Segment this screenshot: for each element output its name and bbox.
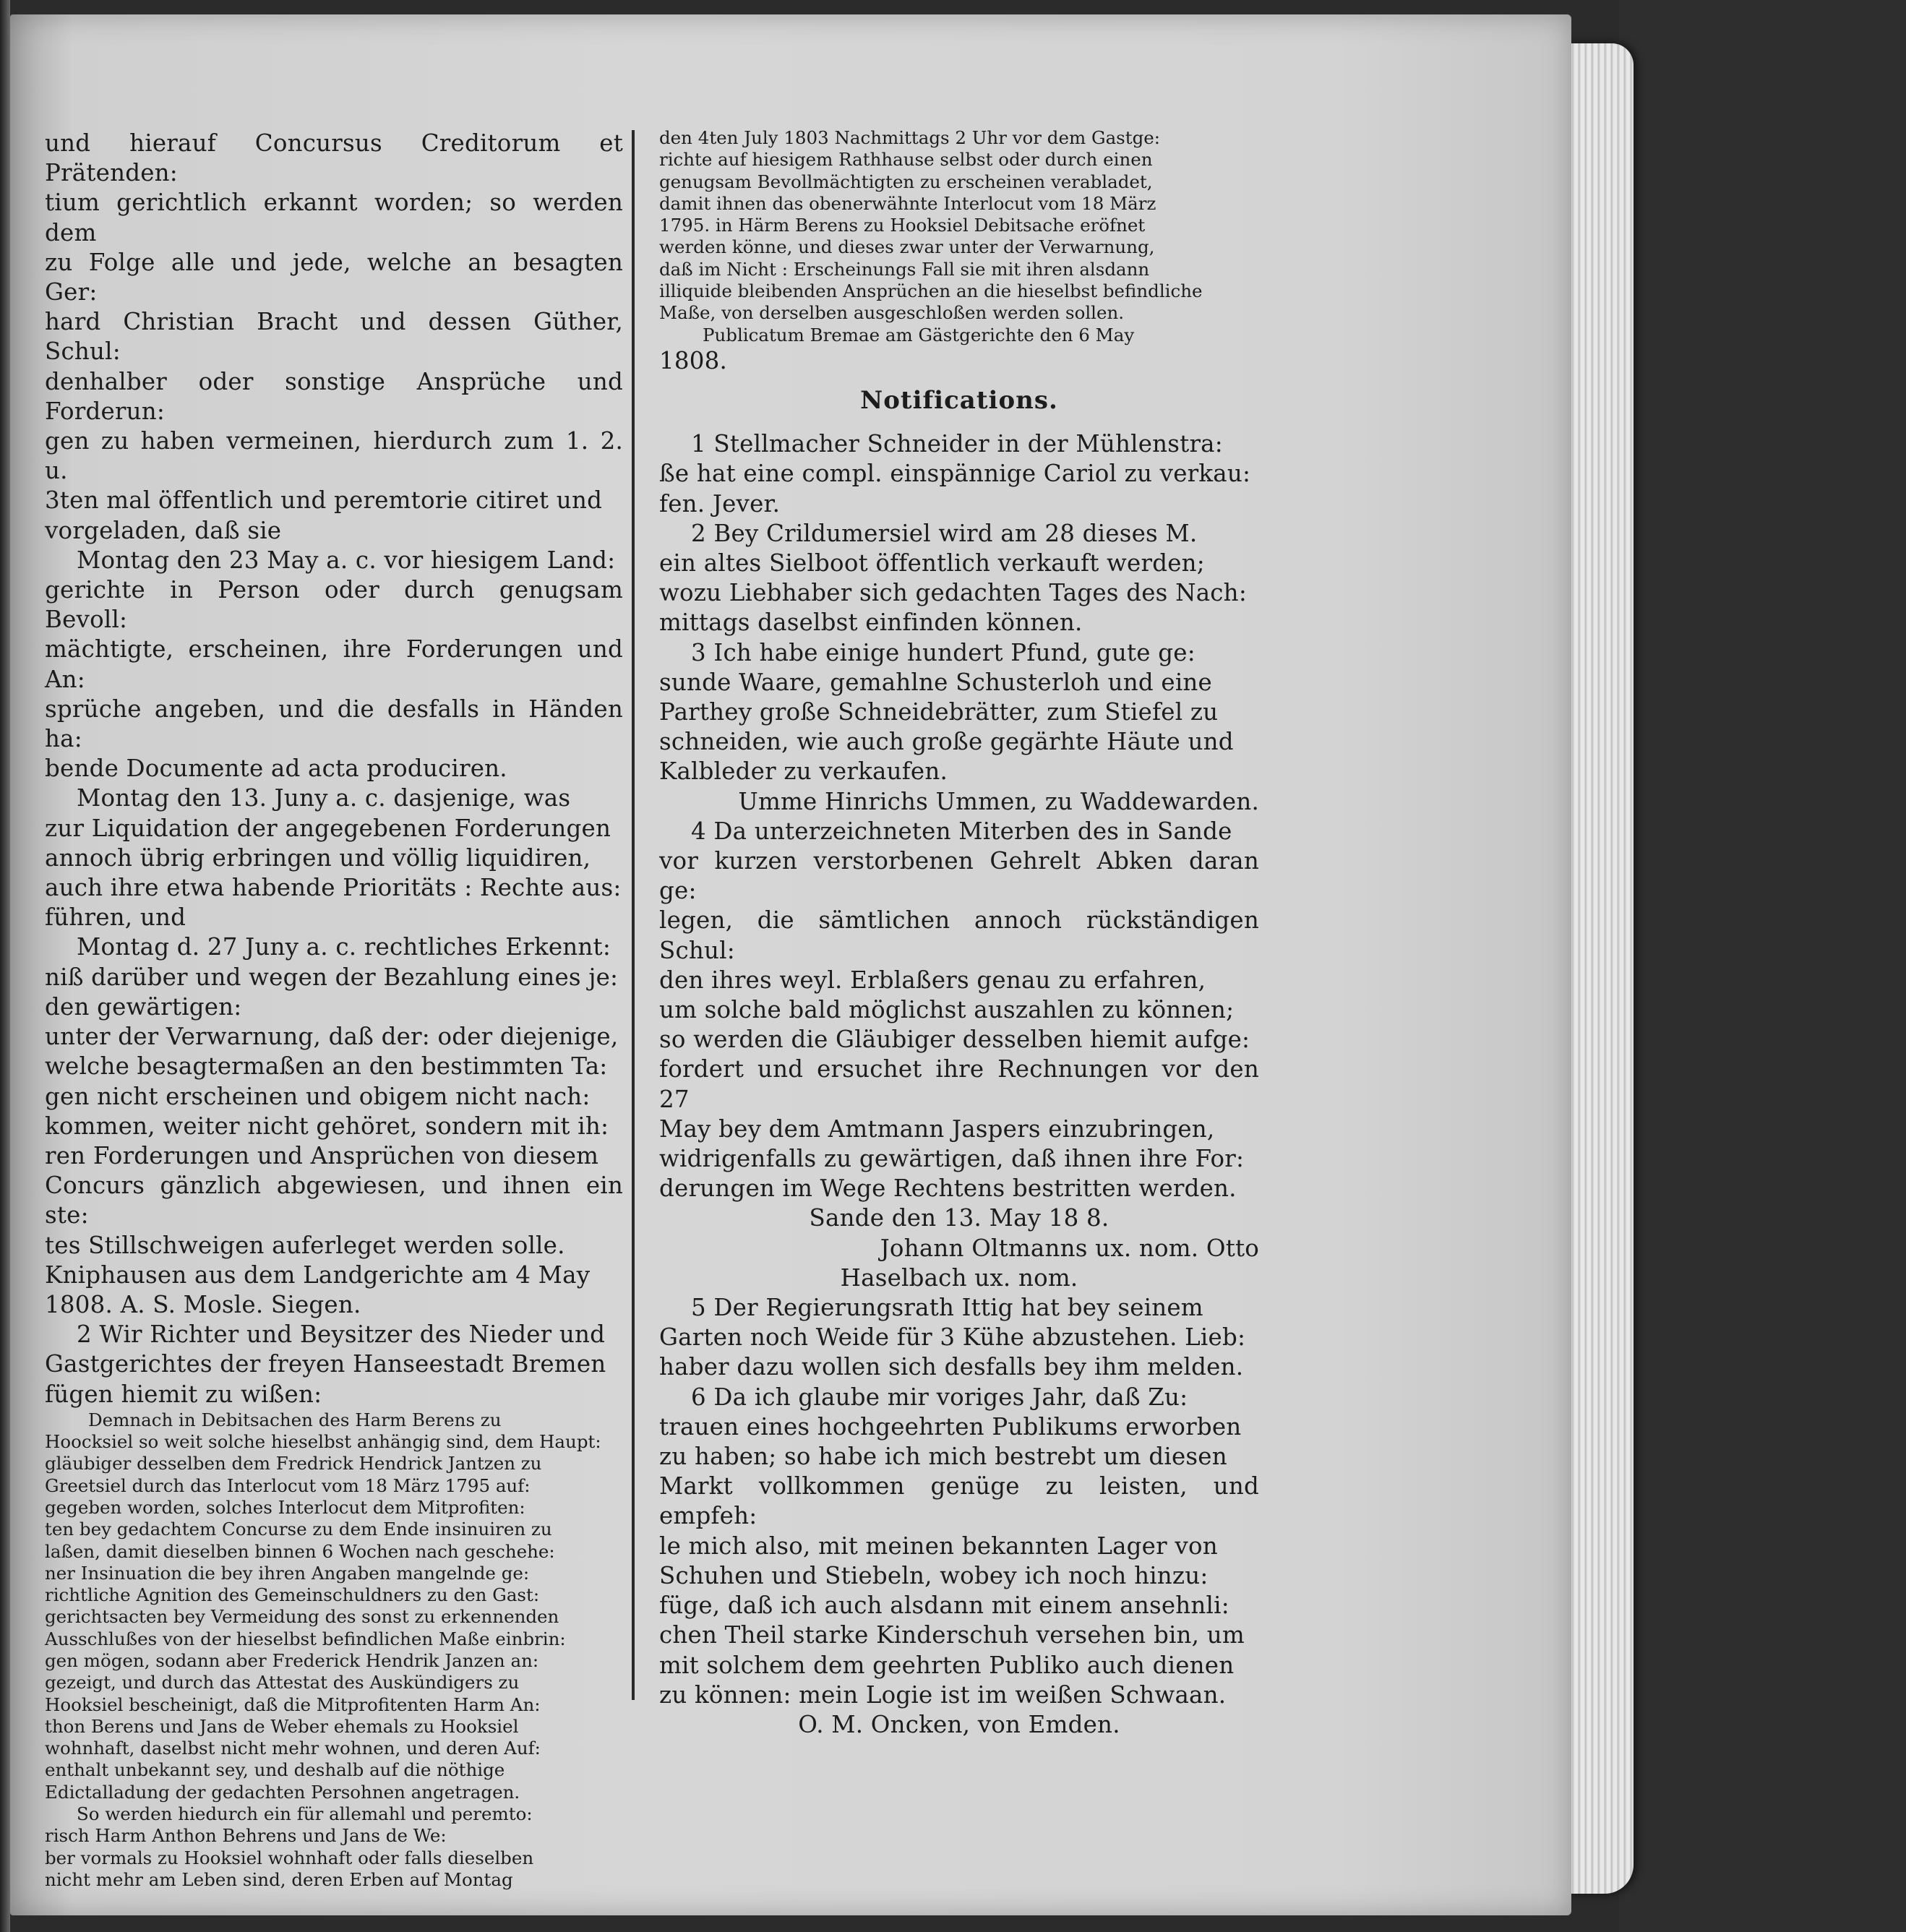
left-column-line: Greetsiel durch das Interlocut vom 18 März 1795 auf: — [45, 1474, 531, 1496]
right-column-line: um solche bald möglichst auszahlen zu können; — [659, 996, 1235, 1024]
left-column-line: vorgeladen, daß sie — [45, 516, 282, 544]
background — [1619, 0, 1906, 1932]
right-column-line: 1808. — [659, 346, 728, 374]
right-column-line: wozu Liebhaber sich gedachten Tages des Nach: — [659, 579, 1247, 607]
left-column-line: welche besagtermaßen an den bestimmten Ta: — [45, 1052, 608, 1081]
left-column-line: ber vormals zu Hooksiel wohnhaft oder falls dieselben — [45, 1847, 534, 1868]
right-column-line: Haselbach ux. nom. — [840, 1263, 1078, 1292]
right-column-line: widrigenfalls zu gewärtigen, daß ihnen ihre For: — [659, 1145, 1245, 1173]
right-column-line: richte auf hiesigem Rathhause selbst oder durch einen — [659, 149, 1153, 171]
right-column-line: werden könne, und dieses zwar unter der Verwarnung, — [659, 236, 1155, 258]
right-column-line: trauen eines hochgeehrten Publikums erworben — [659, 1412, 1242, 1441]
left-column-line: 3ten mal öffentlich und peremtorie citiret und — [45, 486, 603, 515]
right-column-line: fordert und ersuchet ihre Rechnungen vor den 27 — [659, 1055, 1259, 1113]
right-column-line: schneiden, wie auch große gegärhte Häute und — [659, 728, 1234, 756]
left-column-line: enthalt unbekannt sey, und deshalb auf die nöthige — [45, 1759, 505, 1781]
left-column-line: Montag den 13. Juny a. c. dasjenige, was — [77, 784, 571, 812]
left-column-line: zu Folge alle und jede, welche an besagten Ger: — [45, 248, 623, 306]
right-column-line: so werden die Gläubiger desselben hiemit aufge: — [659, 1026, 1250, 1054]
left-column-line: So werden hiedurch ein für allemahl und peremto: — [77, 1803, 533, 1825]
right-column-line: le mich also, mit meinen bekannten Lager von — [659, 1532, 1218, 1560]
left-column-line: kommen, weiter nicht gehöret, sondern mit ih: — [45, 1112, 609, 1140]
left-column-line: risch Harm Anthon Behrens und Jans de We: — [45, 1825, 447, 1847]
left-column-line: und hierauf Concursus Creditorum et Prätenden: — [45, 129, 623, 187]
right-column-line: May bey dem Amtmann Jaspers einzubringen, — [659, 1115, 1215, 1143]
right-column-line: Markt vollkommen genüge zu leisten, und empfeh: — [659, 1472, 1259, 1530]
left-column-line: Concurs gänzlich abgewiesen, und ihnen ein ste: — [45, 1172, 623, 1229]
right-column-line: Kalbleder zu verkaufen. — [659, 757, 948, 786]
right-column-line: den ihres weyl. Erblaßers genau zu erfahren, — [659, 966, 1206, 994]
right-column-line: genugsam Bevollmächtigten zu erscheinen verabladet, — [659, 171, 1153, 192]
left-column-line: niß darüber und wegen der Bezahlung eines je: — [45, 963, 619, 991]
right-column-line: O. M. Oncken, von Emden. — [798, 1710, 1120, 1738]
right-column-line: sunde Waare, gemahlne Schusterloh und eine — [659, 668, 1212, 696]
left-column-line: sprüche angeben, und die desfalls in Händen ha: — [45, 695, 623, 753]
right-column-line: Parthey große Schneidebrätter, zum Stiefel zu — [659, 698, 1219, 726]
right-column — [659, 127, 1259, 1740]
right-column-line: 5 Der Regierungsrath Ittig hat bey seinem — [691, 1294, 1203, 1322]
left-column-line: unter der Verwarnung, daß der: oder diejenige, — [45, 1023, 619, 1051]
right-column-line: Notifications. — [860, 386, 1058, 416]
right-column-line: daß im Nicht : Erscheinungs Fall sie mit ihren alsdann — [659, 258, 1150, 280]
left-column — [45, 129, 623, 1891]
right-column-line: fen. Jever. — [659, 489, 781, 518]
left-column-line: gegeben worden, solches Interlocut dem Mitprofiten: — [45, 1496, 525, 1518]
left-column-line: Demnach in Debitsachen des Harm Berens zu — [88, 1409, 502, 1430]
left-column-line: Edictalladung der gedachten Persohnen angetragen. — [45, 1781, 520, 1803]
left-column-line: Montag den 23 May a. c. vor hiesigem Land: — [77, 546, 616, 574]
right-column-line: 2 Bey Crildumersiel wird am 28 dieses M. — [691, 519, 1198, 547]
left-column-line: gen zu haben vermeinen, hierdurch zum 1. 2. u. — [45, 427, 623, 485]
left-column-line: gerichte in Person oder durch genugsam Bevoll: — [45, 576, 623, 634]
left-column-line: zur Liquidation der angegebenen Forderungen — [45, 814, 611, 842]
left-column-line: Ausschlußes von der hieselbst befindlichen Maße einbrin: — [45, 1628, 566, 1649]
left-column-line: auch ihre etwa habende Prioritäts : Rechte aus: — [45, 874, 622, 902]
left-column-line: Montag d. 27 Juny a. c. rechtliches Erkennt: — [77, 933, 611, 961]
right-column-line: 4 Da unterzeichneten Miterben des in Sande — [691, 817, 1232, 845]
right-column-line: mit solchem dem geehrten Publiko auch dienen — [659, 1651, 1235, 1679]
left-column-line: richtliche Agnition des Gemeinschuldners zu den Gast: — [45, 1584, 540, 1606]
right-column-line: damit ihnen das obenerwähnte Interlocut vom 18 März — [659, 192, 1156, 214]
right-column-line: haber dazu wollen sich desfalls bey ihm melden. — [659, 1353, 1244, 1381]
left-column-line: ren Forderungen und Ansprüchen von diesem — [45, 1141, 599, 1169]
left-column-line: tes Stillschweigen auferleget werden solle. — [45, 1231, 565, 1259]
previous-page-edge — [0, 0, 10, 1932]
left-column-line: den gewärtigen: — [45, 992, 242, 1021]
left-column-line: fügen hiemit zu wißen: — [45, 1380, 322, 1408]
right-column-line: 3 Ich habe einige hundert Pfund, gute ge: — [691, 638, 1195, 666]
left-column-line: nicht mehr am Leben sind, deren Erben auf Montag — [45, 1868, 513, 1890]
right-column-line: Maße, von derselben ausgeschloßen werden sollen. — [659, 302, 1125, 324]
column-rule — [632, 130, 635, 1700]
left-column-line: bende Documente ad acta produciren. — [45, 755, 507, 783]
right-column-line: füge, daß ich auch alsdann mit einem ansehnli: — [659, 1592, 1229, 1620]
left-column-line: Gastgerichtes der freyen Hanseestadt Bremen — [45, 1350, 606, 1378]
left-column-line: laßen, damit dieselben binnen 6 Wochen nach geschehe: — [45, 1540, 555, 1562]
right-column-line: 6 Da ich glaube mir voriges Jahr, daß Zu: — [691, 1383, 1188, 1411]
right-column-line: Umme Hinrichs Ummen, zu Waddewarden. — [738, 787, 1259, 815]
right-column-line: legen, die sämtlichen annoch rückständigen Schul: — [659, 906, 1259, 964]
left-column-line: tium gerichtlich erkannt worden; so werden dem — [45, 189, 623, 246]
right-column-line: zu haben; so habe ich mich bestrebt um diesen — [659, 1443, 1227, 1471]
left-column-line: mächtigte, erscheinen, ihre Forderungen und An: — [45, 635, 623, 693]
left-column-line: ten bey gedachtem Concurse zu dem Ende insinuiren zu — [45, 1519, 552, 1540]
left-column-line: ner Insinuation die bey ihren Angaben mangelnde ge: — [45, 1562, 530, 1584]
right-column-line: mittags daselbst einfinden können. — [659, 609, 1083, 637]
left-column-line: denhalber oder sonstige Ansprüche und Forderun: — [45, 367, 623, 425]
left-column-line: Hooksiel bescheinigt, daß die Mitprofitenten Harm An: — [45, 1693, 541, 1715]
right-column-line: vor kurzen verstorbenen Gehrelt Abken daran ge: — [659, 847, 1259, 905]
right-column-line: illiquide bleibenden Ansprüchen an die hieselbst befindliche — [659, 280, 1203, 302]
right-column-line: Johann Oltmanns ux. nom. Otto — [880, 1234, 1259, 1262]
right-column-line: ße hat eine compl. einspännige Cariol zu verkau: — [659, 460, 1251, 488]
left-column-line: 2 Wir Richter und Beysitzer des Nieder und — [77, 1321, 606, 1349]
left-column-line: Hoocksiel so weit solche hieselbst anhängig sind, dem Haupt: — [45, 1431, 601, 1453]
right-column-line: ein altes Sielboot öffentlich verkauft werden; — [659, 549, 1205, 577]
right-column-line: 1 Stellmacher Schneider in der Mühlenstra: — [691, 430, 1223, 458]
left-column-line: wohnhaft, daselbst nicht mehr wohnen, und deren Auf: — [45, 1738, 541, 1759]
left-column-line: gen mögen, sodann aber Frederick Hendrik Janzen an: — [45, 1650, 539, 1671]
left-column-line: annoch übrig erbringen und völlig liquidiren, — [45, 843, 591, 872]
right-column-line: Publicatum Bremae am Gästgerichte den 6 May — [703, 324, 1135, 345]
left-column-line: thon Berens und Jans de Weber ehemals zu Hooksiel — [45, 1715, 519, 1737]
right-column-line: Sande den 13. May 18 8. — [809, 1204, 1109, 1232]
right-column-line: derungen im Wege Rechtens bestritten werden. — [659, 1175, 1237, 1203]
left-column-line: führen, und — [45, 903, 186, 932]
right-column-line: zu können: mein Logie ist im weißen Schwaan. — [659, 1680, 1227, 1709]
right-column-line: 1795. in Härm Berens zu Hooksiel Debitsache eröfnet — [659, 215, 1146, 236]
left-column-line: hard Christian Bracht und dessen Güther, Schul: — [45, 308, 623, 366]
right-column-line: chen Theil starke Kinderschuh versehen bin, um — [659, 1621, 1245, 1649]
right-column-line: den 4ten July 1803 Nachmittags 2 Uhr vor dem Gastge: — [659, 127, 1161, 148]
right-column-line: Garten noch Weide für 3 Kühe abzustehen. Lieb: — [659, 1323, 1246, 1352]
left-column-line: 1808. A. S. Mosle. Siegen. — [45, 1290, 361, 1318]
left-column-line: gen nicht erscheinen und obigem nicht nach: — [45, 1082, 591, 1110]
left-column-line: gläubiger desselben dem Fredrick Hendrick Jantzen zu — [45, 1453, 542, 1474]
left-column-line: gerichtsacten bey Vermeidung des sonst zu erkennenden — [45, 1606, 559, 1628]
left-column-line: Kniphausen aus dem Landgerichte am 4 May — [45, 1261, 591, 1289]
left-column-line: gezeigt, und durch das Attestat des Auskündigers zu — [45, 1672, 520, 1693]
right-column-line: Schuhen und Stiebeln, wobey ich noch hinzu: — [659, 1561, 1209, 1589]
